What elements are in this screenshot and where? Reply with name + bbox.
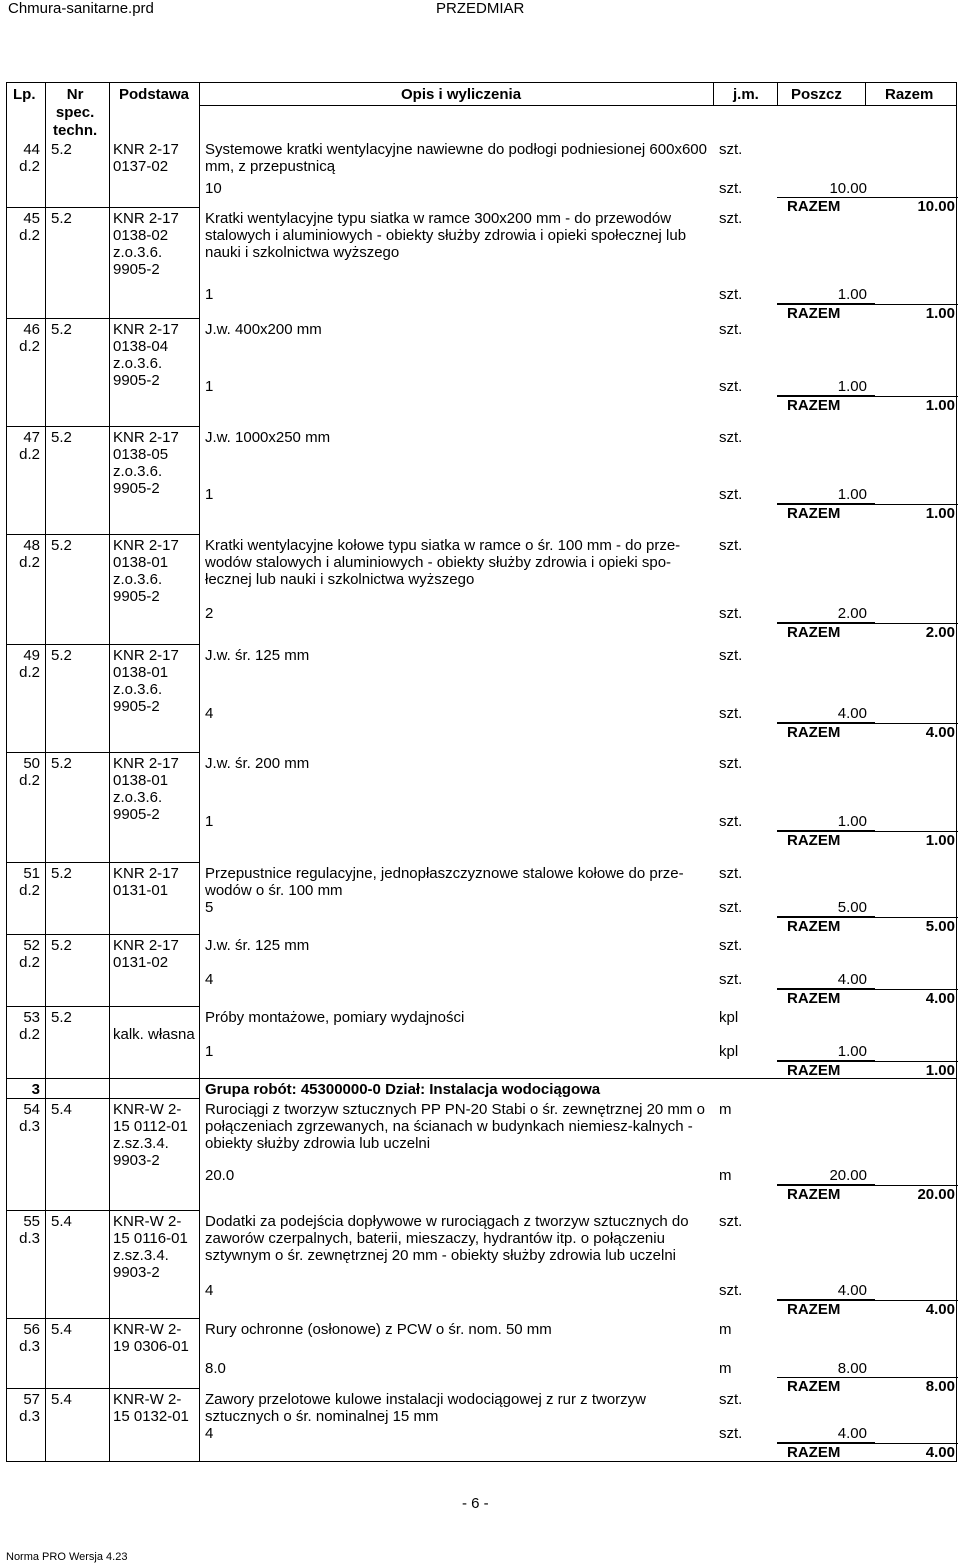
total-value: 5.00 <box>925 918 955 935</box>
total-row <box>7 1301 956 1319</box>
entry-spec-number: 5.4 <box>51 1213 72 1230</box>
divider-poszcz-header <box>865 83 866 105</box>
entry-basis: KNR 2-17 0138-02 z.o.3.6. 9905-2 <box>113 210 179 278</box>
entry-basis: KNR 2-17 0138-05 z.o.3.6. 9905-2 <box>113 429 179 497</box>
entry-description: Kratki wentylacyjne typu siatka w ramce 300x200 mm - do przewodów stalowych i aluminiowych - obiekty służby zdrowia i opieki społecznej lub nauki i szkolnictwa wyższego <box>205 210 687 261</box>
entry-lp: 53 d.2 <box>19 1009 40 1043</box>
entry-separator <box>7 1210 199 1211</box>
quantity-value: 8.0 <box>205 1360 226 1377</box>
quantity-value: 1 <box>205 486 214 503</box>
total-value: 4.00 <box>925 1301 955 1318</box>
total-row <box>7 397 956 415</box>
quantity-value: 1 <box>205 378 214 395</box>
entry-separator <box>7 1318 199 1319</box>
entry-description: J.w. 400x200 mm <box>205 321 322 338</box>
quantity-unit: m <box>719 1167 732 1184</box>
quantity-value: 5 <box>205 899 214 916</box>
entry-description: Zawory przelotowe kulowe instalacji wodociągowej z rur z tworzyw sztucznych o śr. nominalnej 15 mm <box>205 1391 646 1425</box>
entry-separator <box>7 934 199 935</box>
total-row <box>7 832 956 850</box>
total-value: 1.00 <box>925 505 955 522</box>
quantity-value: 10 <box>205 180 222 197</box>
total-label: RAZEM <box>787 918 841 935</box>
total-label: RAZEM <box>787 397 841 414</box>
entry-separator <box>7 644 199 645</box>
entry-lp: 50 d.2 <box>19 755 40 789</box>
entry-unit: m <box>719 1321 732 1338</box>
entry-unit: m <box>719 1101 732 1118</box>
total-row <box>7 1444 956 1462</box>
entry-basis: KNR 2-17 0138-01 z.o.3.6. 9905-2 <box>113 537 179 605</box>
entry-description: Próby montażowe, pomiary wydajności <box>205 1009 465 1026</box>
entry-unit: szt. <box>719 755 743 772</box>
entry-lp: 45 d.2 <box>19 210 40 244</box>
entry-description: Przepustnice regulacyjne, jednopłaszczyznowe stalowe kołowe do prze-wodów o śr. 100 mm <box>205 865 684 899</box>
total-value: 4.00 <box>925 724 955 741</box>
entry-lp: 55 d.3 <box>19 1213 40 1247</box>
quantity-row <box>7 486 956 504</box>
entry-unit: szt. <box>719 537 743 554</box>
total-row <box>7 624 956 642</box>
divider-opis-header <box>713 83 714 105</box>
entry-description: J.w. śr. 125 mm <box>205 647 310 664</box>
quantity-unit: szt. <box>719 378 743 395</box>
total-row <box>7 724 956 742</box>
quantity-unit: szt. <box>719 605 743 622</box>
entry-lp: 44 d.2 <box>19 141 40 175</box>
entry-basis: KNR 2-17 0138-04 z.o.3.6. 9905-2 <box>113 321 179 389</box>
entry-basis: KNR-W 2- 15 0132-01 <box>113 1391 189 1425</box>
entry-separator <box>7 1388 199 1389</box>
quantity-row <box>7 899 956 917</box>
quantity-value: 4 <box>205 1282 214 1299</box>
total-value: 10.00 <box>917 198 955 215</box>
entry-spec-number: 5.2 <box>51 141 72 158</box>
group-title: Grupa robót: 45300000-0 Dział: Instalacja wodociągowa <box>205 1081 601 1098</box>
quantity-value: 2 <box>205 605 214 622</box>
col-header-lp: Lp. <box>13 86 36 103</box>
entry-basis: KNR 2-17 0131-02 <box>113 937 179 971</box>
col-header-razem: Razem <box>885 86 934 103</box>
header-underline <box>199 105 957 106</box>
group-number: 3 <box>31 1081 40 1098</box>
entry-description: J.w. śr. 200 mm <box>205 755 310 772</box>
total-value: 1.00 <box>925 397 955 414</box>
quantity-unit: szt. <box>719 486 743 503</box>
total-value: 1.00 <box>925 305 955 322</box>
entry-separator <box>7 534 199 535</box>
partial-total: 10.00 <box>829 180 867 197</box>
total-label: RAZEM <box>787 624 841 641</box>
document-title: PRZEDMIAR <box>436 0 525 17</box>
entry-spec-number: 5.2 <box>51 937 72 954</box>
entry-lp: 56 d.3 <box>19 1321 40 1355</box>
total-label: RAZEM <box>787 505 841 522</box>
entry-spec-number: 5.2 <box>51 537 72 554</box>
total-label: RAZEM <box>787 1378 841 1395</box>
quantity-row <box>7 1360 956 1378</box>
total-label: RAZEM <box>787 198 841 215</box>
quantity-value: 1 <box>205 1043 214 1060</box>
entry-basis: KNR 2-17 0138-01 z.o.3.6. 9905-2 <box>113 755 179 823</box>
total-value: 1.00 <box>925 1062 955 1079</box>
partial-total: 1.00 <box>837 1043 867 1060</box>
entry-spec-number: 5.2 <box>51 755 72 772</box>
quantity-row <box>7 605 956 623</box>
quantity-row <box>7 1043 956 1061</box>
quantity-row <box>7 1167 956 1185</box>
quantity-unit: szt. <box>719 971 743 988</box>
quantity-row <box>7 378 956 396</box>
partial-total: 1.00 <box>837 286 867 303</box>
entry-lp: 52 d.2 <box>19 937 40 971</box>
file-name: Chmura-sanitarne.prd <box>8 0 154 17</box>
quantity-unit: m <box>719 1360 732 1377</box>
entry-spec-number: 5.2 <box>51 210 72 227</box>
entry-separator <box>7 862 199 863</box>
quantity-value: 20.0 <box>205 1167 235 1184</box>
entry-unit: szt. <box>719 1391 743 1408</box>
partial-total: 5.00 <box>837 899 867 916</box>
quantity-value: 4 <box>205 971 214 988</box>
total-label: RAZEM <box>787 724 841 741</box>
entry-unit: szt. <box>719 210 743 227</box>
entry-lp: 57 d.3 <box>19 1391 40 1425</box>
quantity-unit: kpl <box>719 1043 739 1060</box>
partial-total: 4.00 <box>837 971 867 988</box>
entry-spec-number: 5.4 <box>51 1321 72 1338</box>
total-value: 4.00 <box>925 1444 955 1461</box>
entry-unit: szt. <box>719 429 743 446</box>
col-header-poszcz: Poszcz <box>791 86 842 103</box>
entry-separator <box>7 1006 199 1007</box>
total-label: RAZEM <box>787 832 841 849</box>
quantity-row <box>7 971 956 989</box>
entry-lp: 46 d.2 <box>19 321 40 355</box>
entry-unit: szt. <box>719 865 743 882</box>
total-value: 1.00 <box>925 832 955 849</box>
entry-unit: szt. <box>719 647 743 664</box>
entry-lp: 49 d.2 <box>19 647 40 681</box>
total-label: RAZEM <box>787 990 841 1007</box>
partial-total: 1.00 <box>837 486 867 503</box>
entry-lp: 51 d.2 <box>19 865 40 899</box>
entry-spec-number: 5.4 <box>51 1391 72 1408</box>
entry-unit: szt. <box>719 321 743 338</box>
partial-total: 8.00 <box>837 1360 867 1377</box>
partial-total: 2.00 <box>837 605 867 622</box>
quantity-unit: szt. <box>719 705 743 722</box>
quantity-value: 1 <box>205 813 214 830</box>
entry-lp: 54 d.3 <box>19 1101 40 1135</box>
entry-basis: KNR 2-17 0137-02 <box>113 141 179 175</box>
estimate-table <box>6 82 957 1462</box>
entry-basis: KNR 2-17 0131-01 <box>113 865 179 899</box>
total-row <box>7 1186 956 1204</box>
quantity-unit: szt. <box>719 286 743 303</box>
total-label: RAZEM <box>787 1186 841 1203</box>
entry-lp: 47 d.2 <box>19 429 40 463</box>
quantity-value: 1 <box>205 286 214 303</box>
entry-basis: KNR-W 2- 19 0306-01 <box>113 1321 189 1355</box>
entry-spec-number: 5.2 <box>51 1009 72 1026</box>
quantity-unit: szt. <box>719 813 743 830</box>
entry-separator <box>7 207 199 208</box>
entry-description: Dodatki za podejścia dopływowe w rurociągach z tworzyw sztucznych do zaworów czerpalnych, baterii, mieszaczy, hydrantów itp. o połączeniu sztywnym o śr. zewnętrznej 20 mm - obiekty służby zdrowia lub uczelni <box>205 1213 689 1264</box>
total-value: 20.00 <box>917 1186 955 1203</box>
partial-total: 1.00 <box>837 378 867 395</box>
quantity-unit: szt. <box>719 1425 743 1442</box>
entry-spec-number: 5.4 <box>51 1101 72 1118</box>
total-label: RAZEM <box>787 1062 841 1079</box>
entry-spec-number: 5.2 <box>51 865 72 882</box>
total-value: 8.00 <box>925 1378 955 1395</box>
entry-unit: szt. <box>719 937 743 954</box>
entry-spec-number: 5.2 <box>51 647 72 664</box>
col-header-nr: Nr spec. techn. <box>53 86 98 139</box>
quantity-row <box>7 180 956 198</box>
col-header-podstawa: Podstawa <box>119 86 190 103</box>
partial-total: 1.00 <box>837 813 867 830</box>
entry-unit: szt. <box>719 141 743 158</box>
entry-description: Rury ochronne (osłonowe) z PCW o śr. nom. 50 mm <box>205 1321 552 1338</box>
quantity-row <box>7 1425 956 1443</box>
entry-spec-number: 5.2 <box>51 321 72 338</box>
group-separator <box>7 1078 956 1079</box>
divider-jm-header <box>777 83 778 105</box>
entry-unit: kpl <box>719 1009 739 1026</box>
quantity-value: 4 <box>205 705 214 722</box>
total-label: RAZEM <box>787 1444 841 1461</box>
quantity-row <box>7 813 956 831</box>
entry-basis: KNR-W 2- 15 0116-01 z.sz.3.4. 9903-2 <box>113 1213 188 1281</box>
entry-description: J.w. 1000x250 mm <box>205 429 331 446</box>
entry-description: Rurociągi z tworzyw sztucznych PP PN-20 Stabi o śr. zewnętrznej 20 mm o połączeniach zgrzewanych, na ścianach w budynkach niemiesz-kalnych - obiekty służby zdrowia lub uczelni <box>205 1101 705 1152</box>
entry-separator <box>7 752 199 753</box>
entry-separator <box>7 426 199 427</box>
partial-total: 4.00 <box>837 1282 867 1299</box>
col-header-opis: Opis i wyliczenia <box>401 86 522 103</box>
quantity-value: 4 <box>205 1425 214 1442</box>
quantity-row <box>7 1282 956 1300</box>
quantity-unit: szt. <box>719 180 743 197</box>
page-number: - 6 - <box>462 1495 489 1512</box>
quantity-unit: szt. <box>719 1282 743 1299</box>
col-header-jm: j.m. <box>733 86 759 103</box>
entry-description: Kratki wentylacyjne kołowe typu siatka w ramce o śr. 100 mm - do prze-wodów stalowych i aluminiowych - obiekty służby zdrowia i opieki spo-łecznej lub nauki i szkolnictwa wyższego <box>205 537 681 588</box>
quantity-row <box>7 705 956 723</box>
quantity-row <box>7 286 956 304</box>
entry-unit: szt. <box>719 1213 743 1230</box>
partial-total: 4.00 <box>837 1425 867 1442</box>
partial-total: 4.00 <box>837 705 867 722</box>
entry-spec-number: 5.2 <box>51 429 72 446</box>
entry-description: Systemowe kratki wentylacyjne nawiewne do podłogi podniesionej 600x600 mm, z przepustnicą <box>205 141 707 175</box>
software-version: Norma PRO Wersja 4.23 <box>6 1551 128 1563</box>
partial-total: 20.00 <box>829 1167 867 1184</box>
entry-separator <box>7 1098 199 1099</box>
total-row <box>7 505 956 523</box>
entry-basis: KNR 2-17 0138-01 z.o.3.6. 9905-2 <box>113 647 179 715</box>
entry-basis: kalk. własna <box>113 1026 195 1043</box>
entry-basis: KNR-W 2- 15 0112-01 z.sz.3.4. 9903-2 <box>113 1101 188 1169</box>
quantity-unit: szt. <box>719 899 743 916</box>
entry-description: J.w. śr. 125 mm <box>205 937 310 954</box>
entry-separator <box>7 318 199 319</box>
total-label: RAZEM <box>787 305 841 322</box>
total-value: 2.00 <box>925 624 955 641</box>
entry-lp: 48 d.2 <box>19 537 40 571</box>
total-value: 4.00 <box>925 990 955 1007</box>
total-label: RAZEM <box>787 1301 841 1318</box>
